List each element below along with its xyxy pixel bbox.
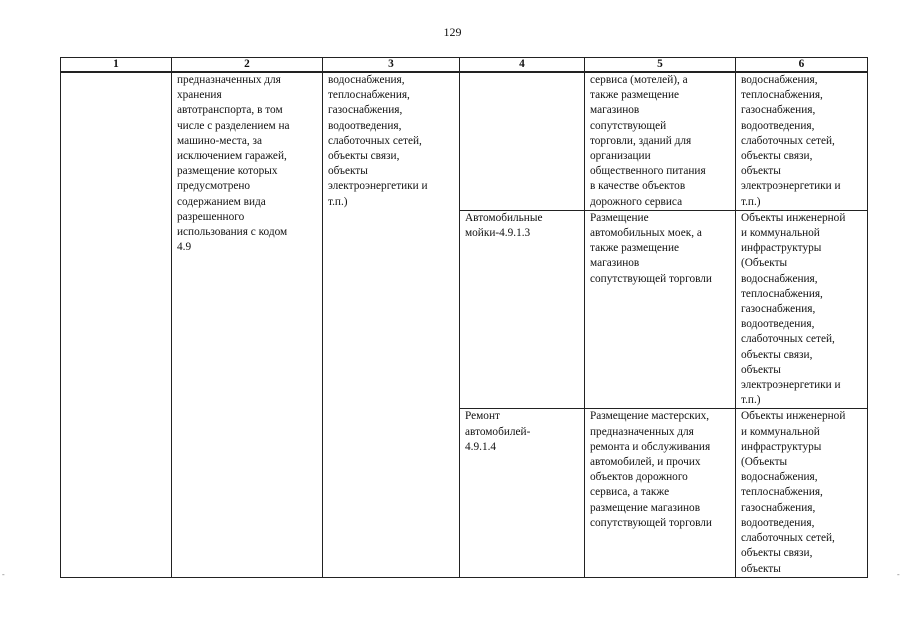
cell-text-line: 4.9 bbox=[177, 241, 192, 254]
cell-text-line: сопутствующей торговли bbox=[590, 272, 712, 285]
cell-text-line: Ремонт bbox=[465, 410, 500, 423]
cell-col2-description bbox=[172, 72, 323, 577]
header-col-5: 5 bbox=[585, 58, 736, 73]
cell-text-line: объекты bbox=[741, 165, 781, 178]
cell-text-line: водоотведения, bbox=[741, 318, 815, 331]
header-col-3: 3 bbox=[323, 58, 460, 73]
cell-text-line: водоотведения, bbox=[328, 119, 402, 132]
cell-text-line: разрешенного bbox=[177, 210, 245, 223]
cell-text-line: водоотведения, bbox=[741, 119, 815, 132]
cell-text-line: автомобильных моек, а bbox=[590, 227, 702, 240]
cell-text-line: Размещение bbox=[590, 211, 649, 224]
cell-text-line: водоснабжения, bbox=[741, 74, 818, 86]
cell-text-line: объекты связи, bbox=[741, 547, 813, 560]
cell-text-line: электроэнергетики и bbox=[741, 379, 841, 392]
cell-text-line: теплоснабжения, bbox=[741, 486, 823, 499]
cell-text-line: сервиса, а также bbox=[590, 486, 670, 499]
cell-text-line: объектов дорожного bbox=[590, 471, 688, 484]
cell-text-line: газоснабжения, bbox=[741, 501, 816, 514]
cell-text-line: водоснабжения, bbox=[328, 74, 405, 86]
cell-text-line: Объекты инженерной bbox=[741, 410, 846, 423]
cell-text-line: слаботочных сетей, bbox=[741, 532, 835, 545]
cell-col4-type bbox=[460, 409, 585, 577]
cell-col4-type bbox=[460, 210, 585, 409]
cell-text-line: машино-места, за bbox=[177, 134, 262, 147]
cell-text-line: водоснабжения, bbox=[741, 471, 818, 484]
cell-col5-description bbox=[585, 72, 736, 210]
cell-text-line: водоотведения, bbox=[741, 516, 815, 529]
cell-text-line: объекты bbox=[741, 562, 781, 575]
cell-text-line: магазинов bbox=[590, 257, 640, 270]
cell-text-line: ремонта и обслуживания bbox=[590, 440, 711, 453]
page-number: 129 bbox=[443, 25, 462, 39]
cell-text-line: газоснабжения, bbox=[328, 104, 403, 117]
cell-text-line: Объекты инженерной bbox=[741, 211, 846, 224]
header-row bbox=[61, 58, 868, 73]
cell-text-line: в качестве объектов bbox=[590, 180, 686, 193]
cell-text-line: общественного питания bbox=[590, 165, 706, 178]
cell-col6-infrastructure bbox=[736, 210, 868, 409]
cell-text-line: 4.9.1.4 bbox=[465, 440, 497, 453]
cell-text-line: предусмотрено bbox=[177, 180, 251, 193]
cell-text-line: также размещение bbox=[590, 242, 680, 255]
cell-text-line: инфраструктуры bbox=[741, 242, 822, 255]
cell-text-line: организации bbox=[590, 150, 651, 163]
header-col-2: 2 bbox=[172, 58, 323, 73]
cell-text-line: объекты связи, bbox=[328, 150, 400, 163]
cell-col6-infrastructure bbox=[736, 409, 868, 577]
cell-text-line: также размещение bbox=[590, 89, 680, 102]
cell-text-line: объекты связи, bbox=[741, 348, 813, 361]
table-row bbox=[61, 72, 868, 210]
cell-text-line: электроэнергетики и bbox=[741, 180, 841, 193]
header-col-4: 4 bbox=[460, 58, 585, 73]
header-col-1: 1 bbox=[61, 58, 172, 73]
cell-text-line: (Объекты bbox=[741, 257, 788, 270]
cell-col5-description bbox=[585, 210, 736, 409]
cell-col6-infrastructure bbox=[736, 72, 868, 210]
cell-text-line: предназначенных для bbox=[590, 425, 694, 438]
cell-text-line: содержанием вида bbox=[177, 195, 266, 208]
cell-col4-type bbox=[460, 72, 585, 210]
cell-text-line: объекты bbox=[741, 363, 781, 376]
cell-text-line: размещение которых bbox=[177, 165, 278, 178]
cell-text-line: Автомобильные bbox=[465, 211, 543, 224]
cell-text-line: (Объекты bbox=[741, 456, 788, 469]
cell-text-line: автотранспорта, в том bbox=[177, 104, 283, 117]
cell-text-line: т.п.) bbox=[741, 394, 761, 407]
cell-text-line: хранения bbox=[177, 89, 222, 102]
cell-text-line: водоснабжения, bbox=[741, 272, 818, 285]
cell-text-line: т.п.) bbox=[328, 195, 348, 208]
cell-text-line: теплоснабжения, bbox=[328, 89, 410, 102]
cell-text-line: слаботочных сетей, bbox=[328, 134, 422, 147]
cell-text-line: размещение магазинов bbox=[590, 501, 701, 514]
cell-text-line: дорожного сервиса bbox=[590, 195, 683, 208]
cell-text-line: исключением гаражей, bbox=[177, 150, 287, 163]
cell-text-line: теплоснабжения, bbox=[741, 89, 823, 102]
cell-text-line: числе с разделением на bbox=[177, 119, 290, 132]
cell-text-line: использования с кодом bbox=[177, 226, 288, 239]
cell-text-line: сопутствующей торговли bbox=[590, 516, 712, 529]
cell-text-line: и коммунальной bbox=[741, 425, 820, 438]
cell-text-line: предназначенных для bbox=[177, 74, 281, 86]
cell-col3-infrastructure bbox=[323, 72, 460, 577]
cell-text-line: автомобилей, и прочих bbox=[590, 456, 701, 469]
cell-text-line: газоснабжения, bbox=[741, 104, 816, 117]
header-col-6: 6 bbox=[736, 58, 868, 73]
land-use-table bbox=[60, 57, 868, 578]
cell-text-line: сервиса (мотелей), а bbox=[590, 74, 688, 86]
cell-col5-description bbox=[585, 409, 736, 577]
cell-text-line: объекты связи, bbox=[741, 150, 813, 163]
cell-text-line: торговли, зданий для bbox=[590, 134, 692, 147]
cell-text-line: слаботочных сетей, bbox=[741, 134, 835, 147]
cell-text-line: газоснабжения, bbox=[741, 303, 816, 316]
cell-text-line: электроэнергетики и bbox=[328, 180, 428, 193]
cell-text-line: автомобилей- bbox=[465, 425, 531, 438]
cell-col1 bbox=[61, 72, 172, 577]
scan-edge-mark-right: ‐ bbox=[897, 570, 900, 579]
cell-text-line: инфраструктуры bbox=[741, 440, 822, 453]
cell-text-line: т.п.) bbox=[741, 195, 761, 208]
cell-text-line: и коммунальной bbox=[741, 227, 820, 240]
cell-text-line: объекты bbox=[328, 165, 368, 178]
scan-edge-mark-left: ‐ bbox=[2, 570, 5, 579]
cell-text-line: сопутствующей bbox=[590, 119, 667, 132]
cell-text-line: мойки-4.9.1.3 bbox=[465, 227, 531, 240]
cell-text-line: Размещение мастерских, bbox=[590, 410, 710, 423]
cell-text-line: слаботочных сетей, bbox=[741, 333, 835, 346]
cell-text-line: теплоснабжения, bbox=[741, 287, 823, 300]
cell-text-line: магазинов bbox=[590, 104, 640, 117]
